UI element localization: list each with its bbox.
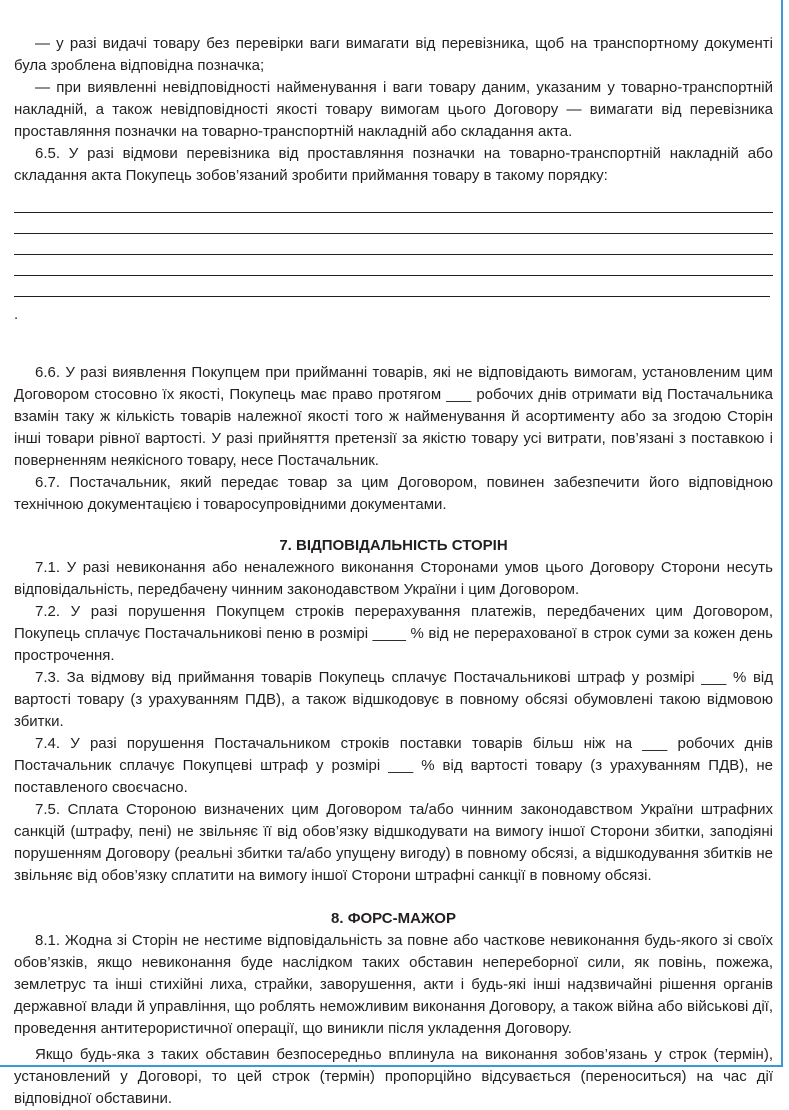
paragraph-6-7: 6.7. Постачальник, який передає товар за цим Договором, повинен забезпечити його відповідною технічною документацією і товаросупровідними документами. xyxy=(14,474,773,513)
page-frame-right xyxy=(781,0,783,1065)
fill-in-line xyxy=(14,276,770,297)
paragraph-7-3: 7.3. За відмову від приймання товарів Покупець сплачує Постачальникові штраф у розмірі ___ % від вартості товару (з урахуванням ПДВ), а також відшкодовує в повному обсязі обумовлені такою відмовою збитки. xyxy=(14,669,773,730)
paragraph-8-2: Якщо будь-яка з таких обставин безпосередньо вплинула на виконання зобов’язань у строк (термін), установлений у Договорі, то цей строк (термін) пропорційно відсувається (переноситься) на час дії відповідної обставини. xyxy=(14,1046,773,1107)
section-7-title: 7. ВІДПОВІДАЛЬНІСТЬ СТОРІН xyxy=(279,537,508,554)
fill-in-line xyxy=(14,192,773,213)
fill-in-line xyxy=(14,234,773,255)
fill-in-lines xyxy=(14,192,773,326)
fill-in-line xyxy=(14,213,773,234)
paragraph-7-2: 7.2. У разі порушення Покупцем строків перерахування платежів, передбачених цим Договором, Покупець сплачує Постачальникові пеню в розмірі ____ % від не перерахованої в строк суми за кожен день прострочення. xyxy=(14,603,773,664)
paragraph-item-2: — при виявленні невідповідності найменування і ваги товару даним, указаним у товарно-транспортній накладній, а також невідповідності якості товару вимогам цього Договору — вимагати від перевізника проставляння позначки на товарно-транспортній накладній або складання акта. xyxy=(14,79,773,140)
paragraph-7-1: 7.1. У разі невиконання або неналежного виконання Сторонами умов цього Договору Сторони несуть відповідальність, передбачену чинним законодавством України і цим Договором. xyxy=(14,559,773,598)
section-8-title: 8. ФОРС-МАЖОР xyxy=(331,910,456,927)
fill-in-line xyxy=(14,255,773,276)
paragraph-item-1: — у разі видачі товару без перевірки ваги вимагати від перевізника, щоб на транспортному документі була зроблена відповідна позначка; xyxy=(14,35,773,74)
fill-in-line-end: . xyxy=(14,306,19,323)
paragraph-6-5: 6.5. У разі відмови перевізника від проставляння позначки на товарно-транспортній накладній або складання акта Покупець зобов’язаний зробити приймання товару в такому порядку: xyxy=(14,145,773,184)
paragraph-6-6: 6.6. У разі виявлення Покупцем при прийманні товарів, які не відповідають вимогам, установленим цим Договором стосовно їх якості, Покупець має право протягом ___ робочих днів отримати від Постачальника взамін таку ж кількість товарів належної якості того ж найменування й асортименту або за згодою Сторін інші товари рівної вартості. У разі прийняття претензії за якістю товару усі витрати, пов’язані з поставкою і поверненням неякісного товару, несе Постачальник. xyxy=(14,364,773,469)
paragraph-8-1: 8.1. Жодна зі Сторін не нестиме відповідальність за повне або часткове невиконання будь-якого зі своїх обов’язків, якщо невиконання буде наслідком таких обставин непереборної сили, як повінь, пожежа, землетрус та інші стихійні лиха, страйки, заворушення, акти і будь-які інші надзвичайні рішення органів державної влади й управління, що роблять неможливим виконання Договору, а також війна або військові дії, проведення антитерористичної операції, що виникли після укладення Договору. xyxy=(14,932,773,1037)
paragraph-7-5: 7.5. Сплата Стороною визначених цим Договором та/або чинним законодавством України штрафних санкцій (штрафу, пені) не звільняє її від обов’язку відшкодувати на вимогу іншої Сторони збитки, заподіяні порушенням Договору (реальні збитки та/або упущену вигоду) в повному обсязі, а відшкодування збитків не звільняє від обов’язку сплатити на вимогу іншої Сторони штрафні санкції в повному обсязі. xyxy=(14,801,773,884)
document-body xyxy=(14,33,773,1110)
paragraph-7-4: 7.4. У разі порушення Постачальником строків поставки товарів більш ніж на ___ робочих днів Постачальник сплачує Покупцеві штраф у розмірі ___ % від вартості товару (з урахуванням ПДВ), не поставленого своєчасно. xyxy=(14,735,773,796)
